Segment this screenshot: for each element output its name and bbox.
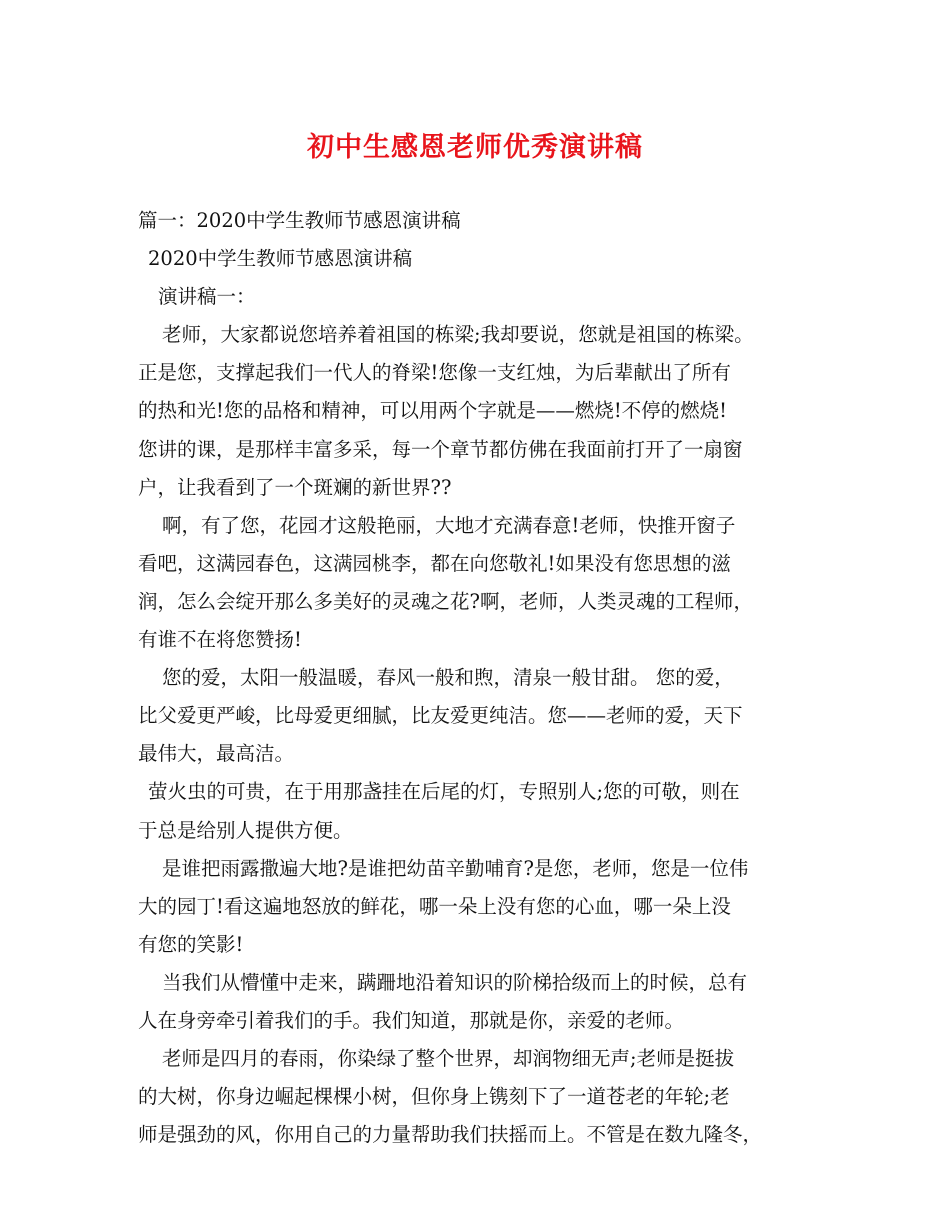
- paragraph-line: 润，怎么会绽开那么多美好的灵魂之花?啊，老师，人类灵魂的工程师，: [138, 589, 753, 613]
- paragraph-line: 老师是四月的春雨，你染绿了整个世界，却润物细无声;老师是挺拔: [162, 1047, 735, 1071]
- paragraph-line: 人在身旁牵引着我们的手。我们知道，那就是你，亲爱的老师。: [138, 1008, 685, 1032]
- paragraph-line: 最伟大，最高洁。: [138, 742, 295, 766]
- paragraph-line: 比父爱更严峻，比母爱更细腻，比友爱更纯洁。您——老师的爱，天下: [138, 704, 743, 728]
- document-body: [138, 202, 838, 1154]
- paragraph-line: 有谁不在将您赞扬!: [138, 628, 302, 652]
- paragraph-line: 是谁把雨露撒遍大地?是谁把幼苗辛勤哺育?是您，老师，您是一位伟: [162, 856, 749, 880]
- paragraph-line: 萤火虫的可贵，在于用那盏挂在后尾的灯，专照别人;您的可敬，则在: [148, 780, 740, 804]
- paragraph-line: 的大树，你身边崛起棵棵小树，但你身上镌刻下了一道苍老的年轮;老: [138, 1085, 730, 1109]
- section-heading: 篇一：2020中学生教师节感恩演讲稿: [138, 209, 461, 232]
- paragraph-line: 您的爱，太阳一般温暖，春风一般和煦，清泉一般甘甜。 您的爱，: [162, 666, 734, 690]
- paragraph-line: 大的园丁!看这遍地怒放的鲜花，哪一朵上没有您的心血，哪一朵上没: [138, 894, 731, 918]
- paragraph-line: 于总是给别人提供方便。: [138, 818, 353, 842]
- paragraph-line: 您讲的课，是那样丰富多采，每一个章节都仿佛在我面前打开了一扇窗: [138, 437, 743, 461]
- paragraph-line: 有您的笑影!: [138, 932, 244, 956]
- paragraph-line: 正是您，支撑起我们一代人的脊梁!您像一支红烛，为后辈献出了所有: [138, 361, 731, 385]
- subheading: 2020中学生教师节感恩演讲稿: [148, 247, 413, 271]
- paragraph-line: 看吧，这满园春色，这满园桃李，都在向您敬礼!如果没有您思想的滋: [138, 551, 731, 575]
- paragraph-line: 老师，大家都说您培养着祖国的栋梁;我却要说，您就是祖国的栋梁。: [162, 323, 754, 347]
- paragraph-line: 户，让我看到了一个斑斓的新世界??: [138, 475, 452, 499]
- paragraph-line: 当我们从懵懂中走来，蹒跚地沿着知识的阶梯拾级而上的时候，总有: [162, 970, 748, 994]
- paragraph-line: 啊，有了您，花园才这般艳丽，大地才充满春意!老师，快推开窗子: [162, 513, 736, 537]
- paragraph-line: 师是强劲的风，你用自己的力量帮助我们扶摇而上。不管是在数九隆冬，: [138, 1123, 763, 1147]
- speech-label: 演讲稿一：: [158, 285, 256, 309]
- document-title: 初中生感恩老师优秀演讲稿: [307, 132, 643, 163]
- paragraph-line: 的热和光!您的品格和精神，可以用两个字就是——燃烧!不停的燃烧!: [138, 399, 728, 423]
